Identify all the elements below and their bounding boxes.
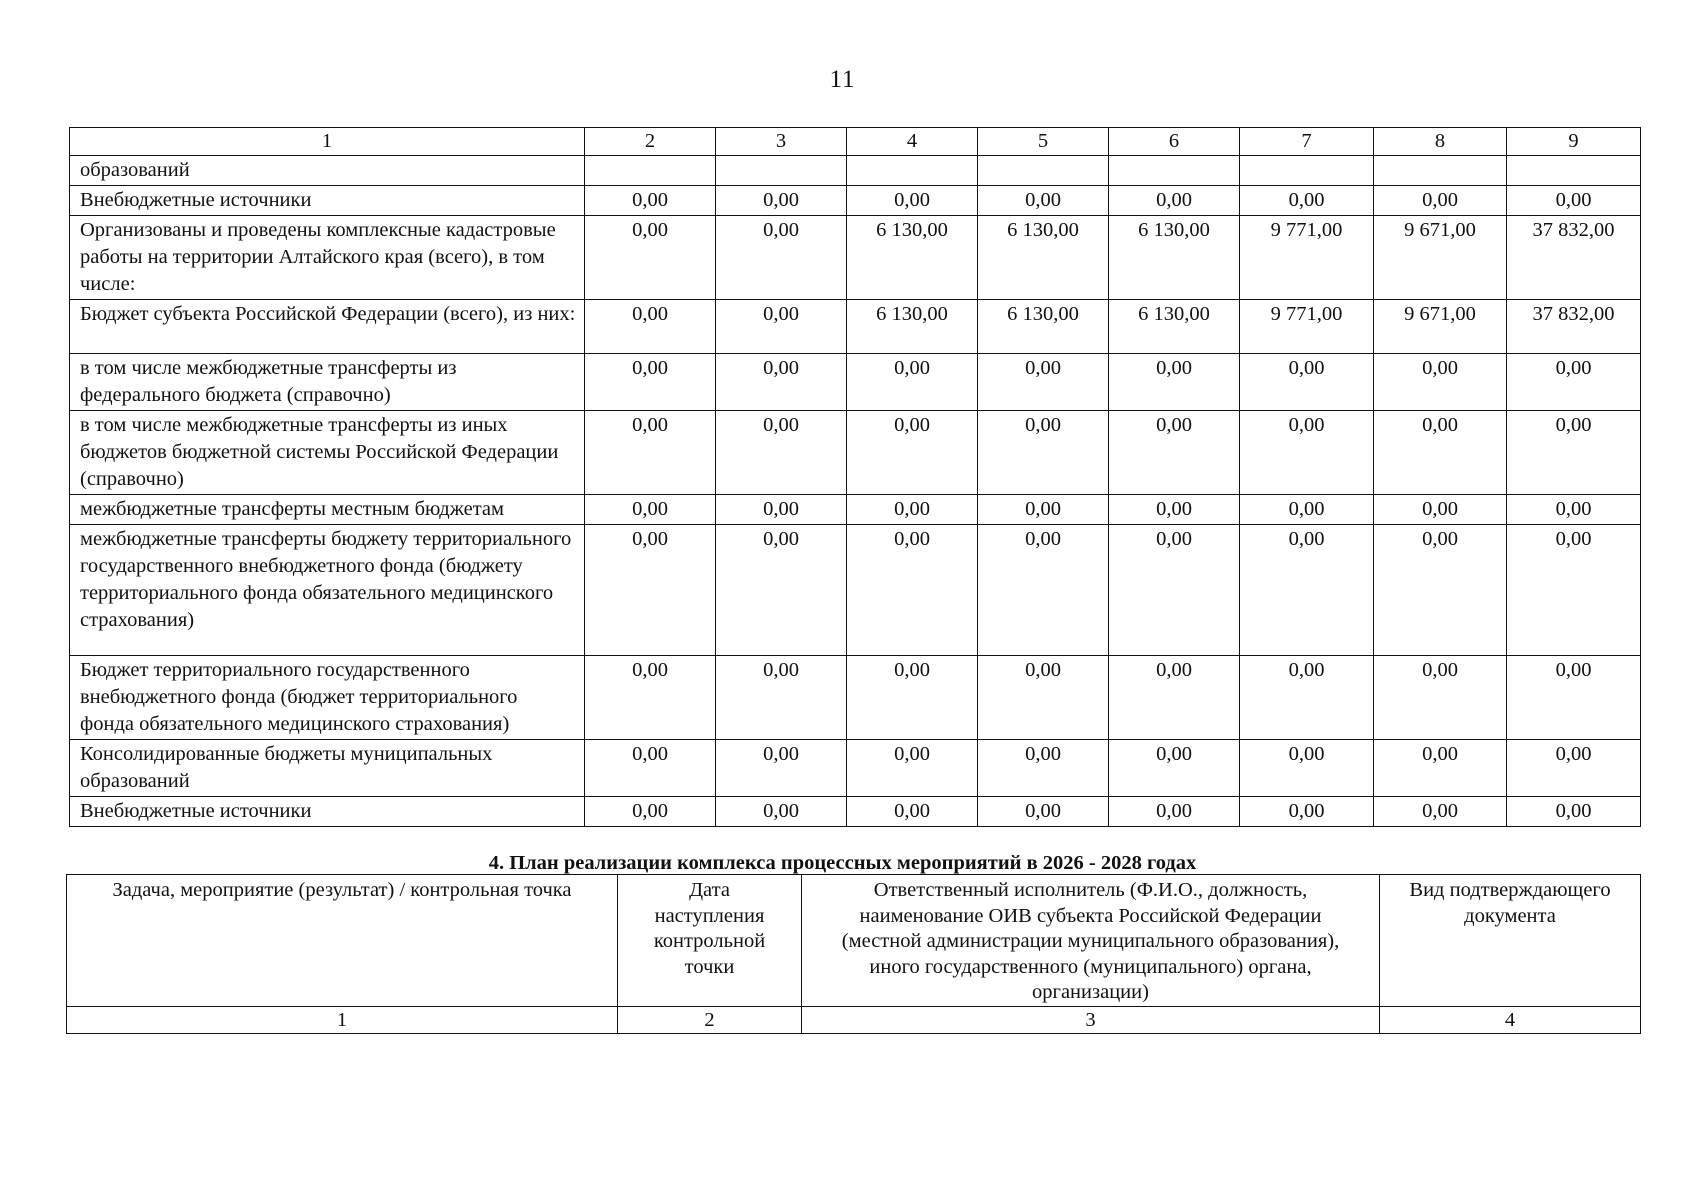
value-cell <box>1240 156 1374 186</box>
value-cell <box>585 156 716 186</box>
column-number-cell: 7 <box>1240 128 1374 156</box>
value-cell: 0,00 <box>1507 411 1641 495</box>
value-cell: 0,00 <box>1240 354 1374 411</box>
plan-column-number-row <box>67 1006 1641 1033</box>
plan-header-row <box>67 875 1641 1007</box>
value-cell: 0,00 <box>1374 740 1507 797</box>
value-cell: 9 671,00 <box>1374 300 1507 354</box>
value-cell: 6 130,00 <box>978 300 1109 354</box>
row-label: Организованы и проведены комплексные кадастровые работы на территории Алтайского края (всего), в том числе: <box>70 216 585 300</box>
value-cell: 6 130,00 <box>1109 216 1240 300</box>
plan-header-date: Дата наступления контрольной точки <box>618 875 802 1007</box>
value-cell: 0,00 <box>847 495 978 525</box>
value-cell: 37 832,00 <box>1507 300 1641 354</box>
value-cell: 0,00 <box>1109 495 1240 525</box>
value-cell: 0,00 <box>716 354 847 411</box>
plan-table <box>66 874 1641 1034</box>
value-cell: 0,00 <box>1109 797 1240 827</box>
value-cell: 0,00 <box>585 797 716 827</box>
value-cell <box>1374 156 1507 186</box>
value-cell: 0,00 <box>716 656 847 740</box>
value-cell: 0,00 <box>978 354 1109 411</box>
value-cell: 0,00 <box>1507 354 1641 411</box>
value-cell: 0,00 <box>1507 797 1641 827</box>
value-cell: 0,00 <box>716 186 847 216</box>
value-cell: 0,00 <box>1240 740 1374 797</box>
value-cell: 6 130,00 <box>847 300 978 354</box>
column-number-cell: 1 <box>70 128 585 156</box>
value-cell: 9 771,00 <box>1240 216 1374 300</box>
value-cell: 0,00 <box>847 656 978 740</box>
value-cell: 0,00 <box>978 411 1109 495</box>
value-cell: 0,00 <box>1109 525 1240 656</box>
column-number-cell: 6 <box>1109 128 1240 156</box>
value-cell: 0,00 <box>1374 354 1507 411</box>
value-cell: 9 771,00 <box>1240 300 1374 354</box>
column-number-cell: 8 <box>1374 128 1507 156</box>
value-cell: 0,00 <box>1109 656 1240 740</box>
value-cell: 0,00 <box>716 216 847 300</box>
column-number-cell: 9 <box>1507 128 1641 156</box>
value-cell <box>1109 156 1240 186</box>
value-cell: 0,00 <box>847 797 978 827</box>
value-cell: 0,00 <box>847 740 978 797</box>
funding-row <box>70 300 1641 354</box>
value-cell: 0,00 <box>978 525 1109 656</box>
section-4-title: 4. План реализации комплекса процессных мероприятий в 2026 - 2028 годах <box>488 852 1197 874</box>
funding-row <box>70 411 1641 495</box>
funding-row <box>70 525 1641 656</box>
value-cell <box>716 156 847 186</box>
funding-table-body <box>70 128 1641 827</box>
value-cell: 6 130,00 <box>1109 300 1240 354</box>
funding-row <box>70 354 1641 411</box>
value-cell: 0,00 <box>978 740 1109 797</box>
value-cell: 0,00 <box>585 186 716 216</box>
row-label: Бюджет субъекта Российской Федерации (всего), из них: <box>70 300 585 354</box>
value-cell: 0,00 <box>716 525 847 656</box>
value-cell: 0,00 <box>585 216 716 300</box>
plan-column-number: 3 <box>802 1006 1380 1033</box>
value-cell: 0,00 <box>1507 186 1641 216</box>
row-label: Бюджет территориального государственного внебюджетного фонда (бюджет территориального фонда обязательного медицинского страхования) <box>70 656 585 740</box>
value-cell: 0,00 <box>1374 186 1507 216</box>
value-cell: 0,00 <box>1374 495 1507 525</box>
row-label: Консолидированные бюджеты муниципальных образований <box>70 740 585 797</box>
row-label: межбюджетные трансферты бюджету территориального государственного внебюджетного фонда (бюджету территориального фонда обязательного медицинского страхования) <box>70 525 585 656</box>
funding-row <box>70 656 1641 740</box>
row-label: в том числе межбюджетные трансферты из иных бюджетов бюджетной системы Российской Федерации (справочно) <box>70 411 585 495</box>
value-cell: 0,00 <box>1240 525 1374 656</box>
value-cell: 0,00 <box>585 495 716 525</box>
value-cell: 0,00 <box>1240 186 1374 216</box>
funding-table <box>69 127 1641 827</box>
value-cell: 9 671,00 <box>1374 216 1507 300</box>
value-cell: 0,00 <box>1240 495 1374 525</box>
value-cell: 0,00 <box>1109 354 1240 411</box>
plan-column-number: 2 <box>618 1006 802 1033</box>
plan-header-document-type: Вид подтверждающего документа <box>1380 875 1641 1007</box>
row-label: образований <box>70 156 585 186</box>
funding-row <box>70 186 1641 216</box>
value-cell: 0,00 <box>1109 186 1240 216</box>
value-cell: 0,00 <box>1507 525 1641 656</box>
value-cell: 0,00 <box>847 354 978 411</box>
value-cell: 0,00 <box>585 525 716 656</box>
value-cell: 0,00 <box>1507 656 1641 740</box>
plan-header-responsible: Ответственный исполнитель (Ф.И.О., должность, наименование ОИВ субъекта Российской Федерации (местной администрации муниципального образования), иного государственного (муниципального) органа, организации) <box>802 875 1380 1007</box>
value-cell: 0,00 <box>585 411 716 495</box>
value-cell: 0,00 <box>978 797 1109 827</box>
column-number-cell: 3 <box>716 128 847 156</box>
row-label: в том числе межбюджетные трансферты из федерального бюджета (справочно) <box>70 354 585 411</box>
value-cell: 37 832,00 <box>1507 216 1641 300</box>
value-cell: 0,00 <box>1507 740 1641 797</box>
page-number: 11 <box>829 66 856 93</box>
value-cell: 0,00 <box>1109 740 1240 797</box>
value-cell: 0,00 <box>1109 411 1240 495</box>
value-cell: 6 130,00 <box>847 216 978 300</box>
value-cell: 0,00 <box>1240 656 1374 740</box>
column-number-row <box>70 128 1641 156</box>
plan-column-number: 4 <box>1380 1006 1641 1033</box>
plan-header-task: Задача, мероприятие (результат) / контрольная точка <box>67 875 618 1007</box>
value-cell: 0,00 <box>978 656 1109 740</box>
value-cell: 0,00 <box>847 411 978 495</box>
value-cell: 0,00 <box>585 300 716 354</box>
value-cell: 0,00 <box>847 525 978 656</box>
value-cell: 0,00 <box>716 411 847 495</box>
value-cell <box>847 156 978 186</box>
column-number-cell: 5 <box>978 128 1109 156</box>
value-cell: 0,00 <box>1374 797 1507 827</box>
value-cell: 0,00 <box>1374 656 1507 740</box>
value-cell: 0,00 <box>1240 797 1374 827</box>
column-number-cell: 4 <box>847 128 978 156</box>
value-cell: 0,00 <box>1374 411 1507 495</box>
value-cell: 0,00 <box>1374 525 1507 656</box>
row-label: Внебюджетные источники <box>70 186 585 216</box>
value-cell: 0,00 <box>716 300 847 354</box>
value-cell: 0,00 <box>585 656 716 740</box>
value-cell: 0,00 <box>847 186 978 216</box>
row-label: Внебюджетные источники <box>70 797 585 827</box>
value-cell: 0,00 <box>978 495 1109 525</box>
value-cell <box>1507 156 1641 186</box>
value-cell: 0,00 <box>585 354 716 411</box>
value-cell: 0,00 <box>1240 411 1374 495</box>
value-cell: 0,00 <box>585 740 716 797</box>
plan-column-number: 1 <box>67 1006 618 1033</box>
funding-row <box>70 156 1641 186</box>
funding-row <box>70 797 1641 827</box>
value-cell: 0,00 <box>716 495 847 525</box>
funding-row <box>70 495 1641 525</box>
value-cell: 0,00 <box>716 740 847 797</box>
funding-row <box>70 216 1641 300</box>
value-cell: 6 130,00 <box>978 216 1109 300</box>
column-number-cell: 2 <box>585 128 716 156</box>
value-cell <box>978 156 1109 186</box>
funding-row <box>70 740 1641 797</box>
value-cell: 0,00 <box>716 797 847 827</box>
row-label: межбюджетные трансферты местным бюджетам <box>70 495 585 525</box>
value-cell: 0,00 <box>1507 495 1641 525</box>
value-cell: 0,00 <box>978 186 1109 216</box>
